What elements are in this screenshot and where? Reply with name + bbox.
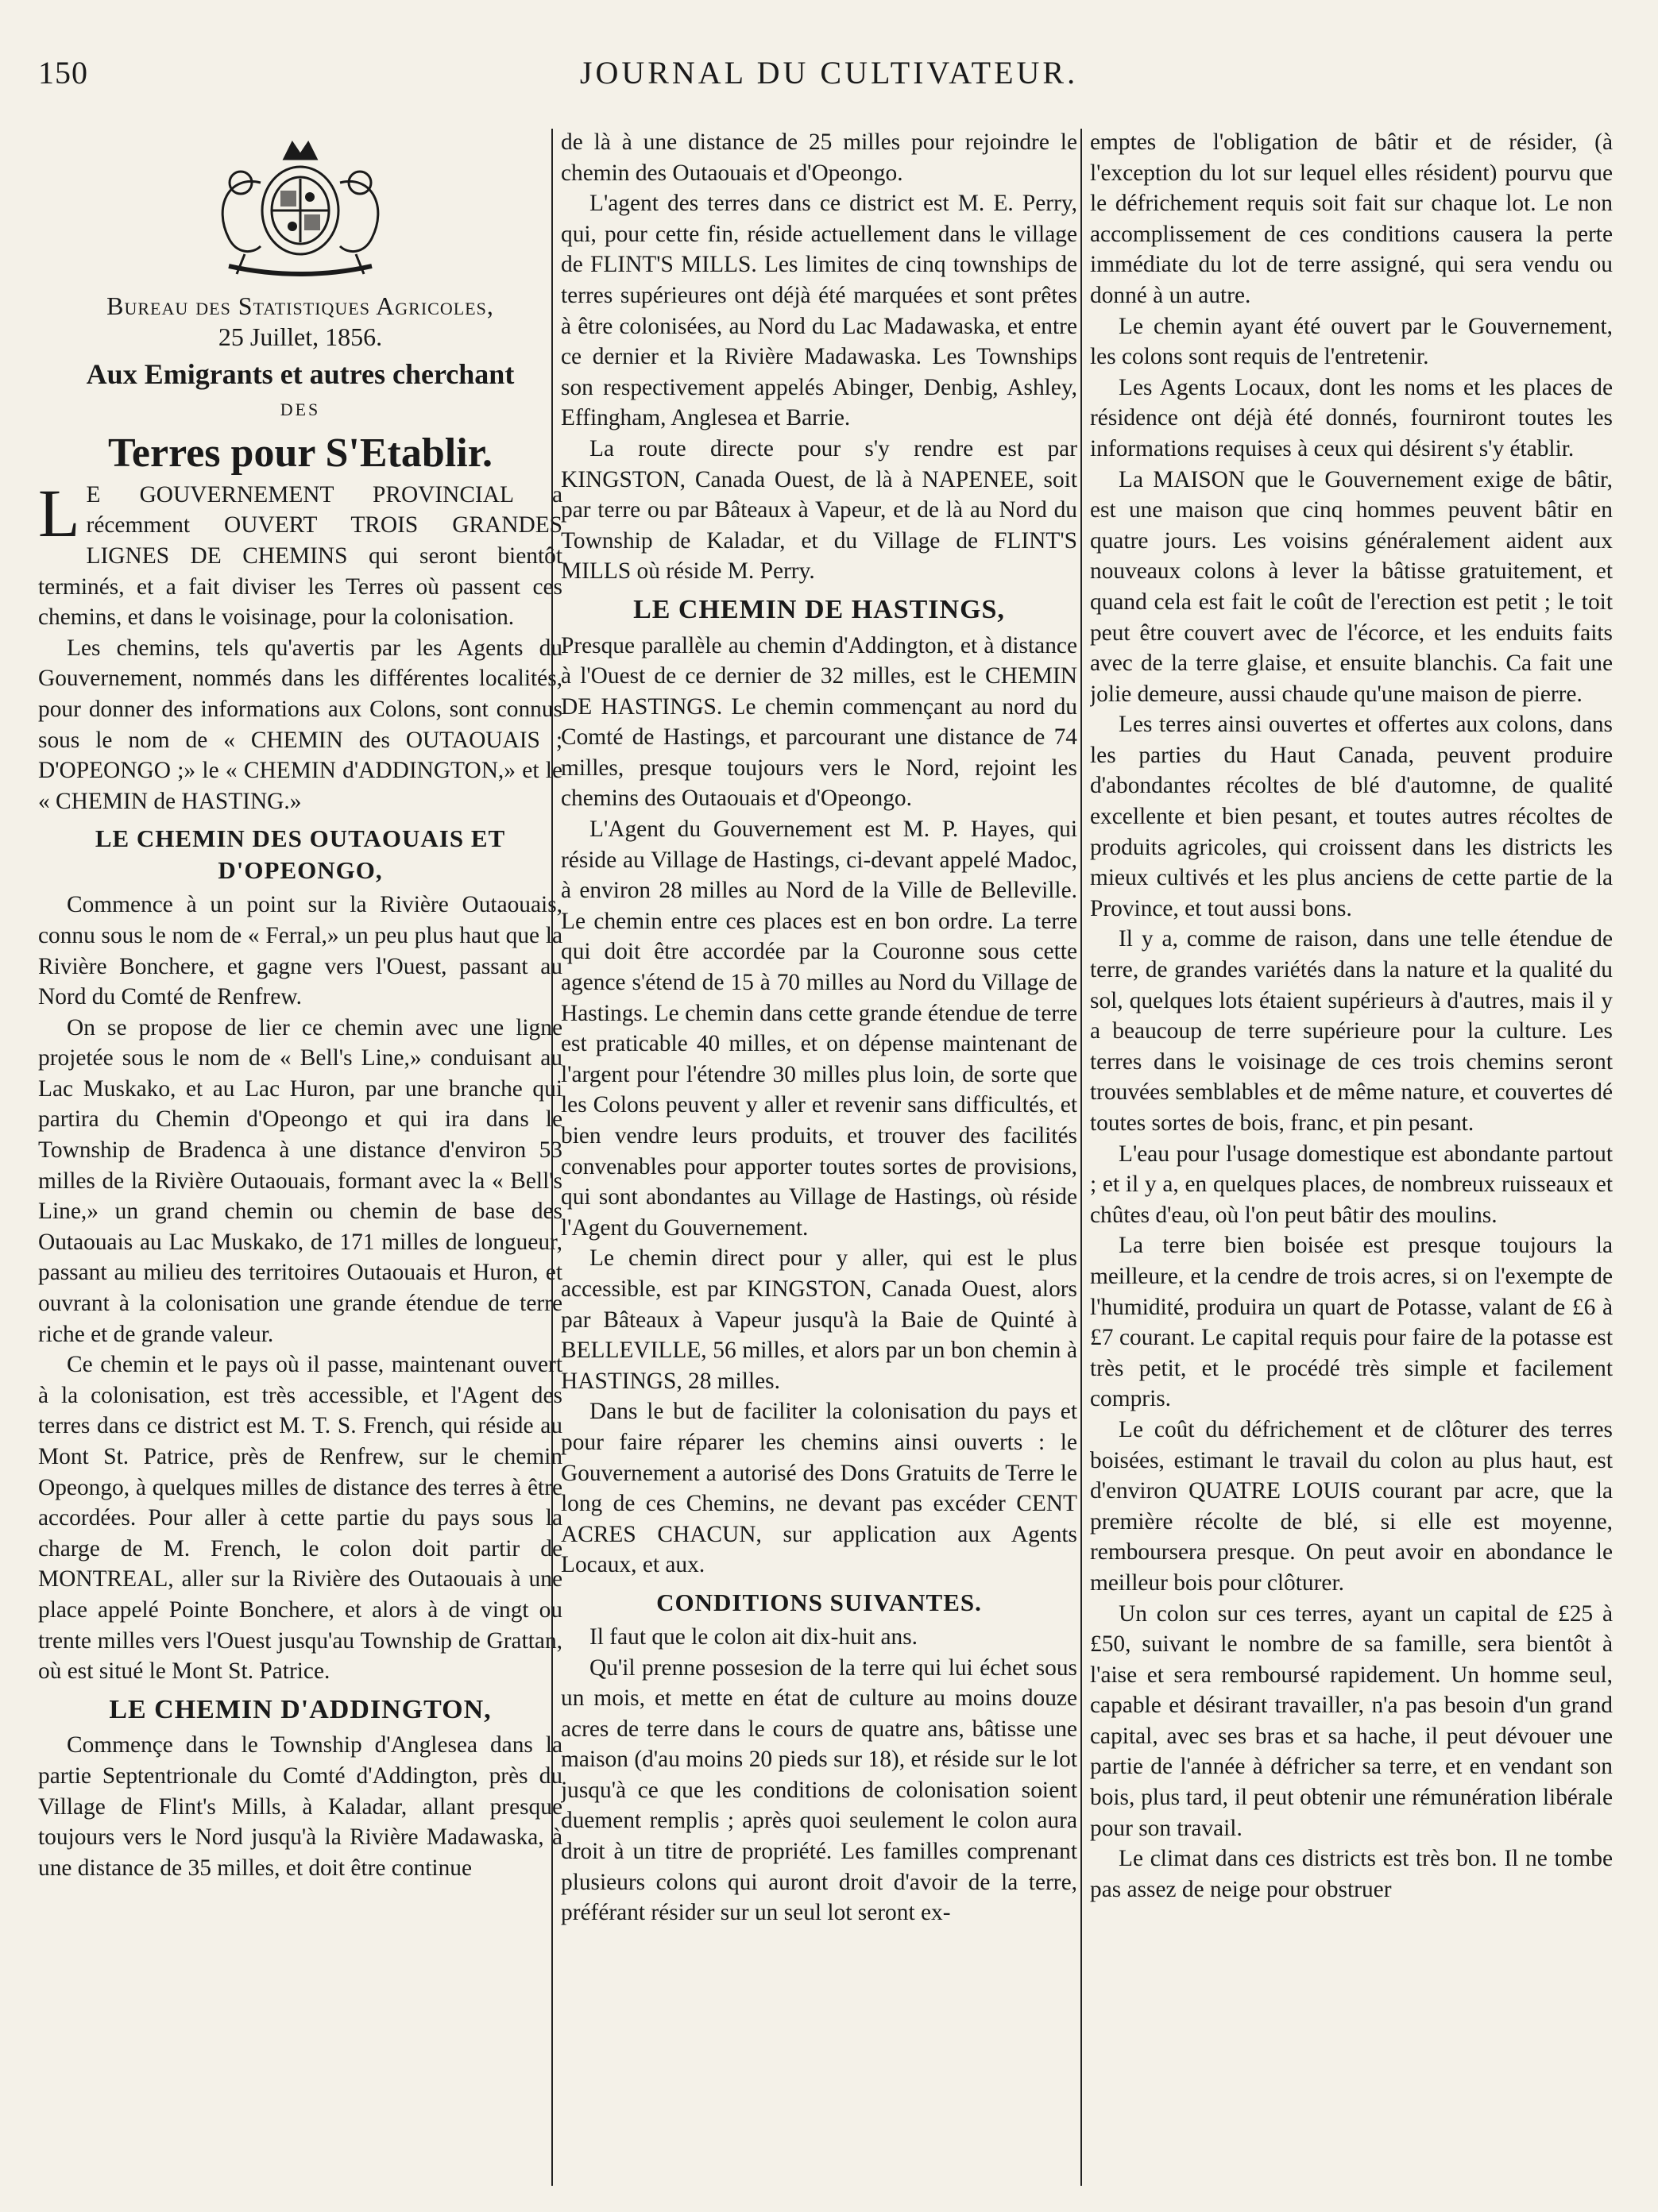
paragraph: Presque parallèle au chemin d'Addington, et à distance à l'Ouest de ce dernier de 32 milles, est le CHEMIN DE HASTINGS. Le chemin commençant au nord du Comté de Hastings, et parcourant une distance de 74 milles, presque toujours vers le Nord, rejoint les chemins des Outaouais et d'Opeongo. bbox=[561, 632, 1077, 812]
paragraph: Le coût du défrichement et de clôturer des terres boisées, estimant le travail du colon au plus haut, est d'environ QUATRE LOUIS courant par acre, que la première récolte de blé, si elle est moyenne, remboursera presque. On peut avoir en abondance le meilleur bois pour clôturer. bbox=[1090, 1416, 1613, 1596]
paragraph: Le climat dans ces districts est très bon. Il ne tombe pas assez de neige pour obstruer bbox=[1090, 1846, 1613, 1902]
paragraph: La terre bien boisée est presque toujours la meilleure, et la cendre de trois acres, si on l'exempte de l'humidité, produira un quart de Potasse, valant de £6 à £7 courant. Le capital requis pour faire de la potasse est très petit, et le procédé très simple et facilement compris. bbox=[1090, 1233, 1613, 1412]
paragraph: Il y a, comme de raison, dans une telle étendue de terre, de grandes variétés dans la nature et la qualité du sol, quelques lots étaient supérieurs à d'autres, mais il y a beaucoup de terre supérieure pour la culture. Les terres dans le voisinage de ces trois chemins seront trouvées semblables et de même nature, et couvertes dé toutes sortes de bois, franc, et pin pesant. bbox=[1090, 926, 1613, 1136]
column-rule bbox=[1080, 129, 1082, 2186]
page-header bbox=[38, 54, 1620, 102]
column-1 bbox=[38, 127, 562, 2176]
paragraph: Un colon sur ces terres, ayant un capital de £25 à £50, suivant le nombre de sa famille, sera bientôt à l'aise et sera remboursé rapidement. Un homme seul, capable et désirant travailler, n'a pas besoin d'un grand capital, avec ses bras et sa hache, il peut dévouer une partie de l'année à défricher sa terre, et en vendant son bois, plus tard, il peut obtenir une rémunération libérale pour son travail. bbox=[1090, 1600, 1613, 1841]
paragraph: L'agent des terres dans ce district est M. E. Perry, qui, pour cette fin, réside actuellement dans le village de FLINT'S MILLS. Les limites de cinq townships de terres supérieures ont déjà été marquées et sont prêtes à être colonisées, au Nord du Lac Madawaska, et entre ce dernier et la Rivière Madawaska. Les Townships son respectivement appelés Abinger, Denbig, Ashley, Effingham, Anglesea et Barrie. bbox=[561, 191, 1077, 431]
paragraph: Le chemin ayant été ouvert par le Gouvernement, les colons sont requis de l'entretenir. bbox=[1090, 313, 1613, 370]
royal-coat-of-arms-icon bbox=[181, 127, 419, 286]
drop-cap: L bbox=[38, 474, 80, 551]
section-heading: LE CHEMIN D'ADDINGTON, bbox=[109, 1694, 492, 1724]
paragraph: Dans le but de faciliter la colonisation du pays et pour faire réparer les chemins ainsi ouverts : le Gouvernement a autorisé des Dons Gratuits de Terre le long de ces Chemins, ne devant pas excéder CENT ACRES CHACUN, sur application aux Agents Locaux, et aux. bbox=[561, 1399, 1077, 1578]
date-line: 25 Juillet, 1856. bbox=[218, 322, 383, 351]
paragraph: La route directe pour s'y rendre est par KINGSTON, Canada Ouest, de là à NAPENEE, soit par terre ou par Bâteaux à Vapeur, et de là au Nord du Township de Kaladar, et du Village de FLINT'S MILLS où réside M. Perry. bbox=[561, 435, 1077, 585]
paragraph: Les terres ainsi ouvertes et offertes aux colons, dans les parties du Haut Canada, peuvent produire d'abondantes récoltes de blé d'automne, de qualité excellente et bien pesant, et toutes autres récoltes de produits agricoles, qui croissent dans les districts les mieux cultivés et les plus anciens de cette partie de la Province, et tout aussi bons. bbox=[1090, 712, 1613, 921]
section-heading: LE CHEMIN DES OUTAOUAIS ET D'OPEONGO, bbox=[95, 824, 506, 885]
headline-des: DES bbox=[280, 400, 321, 420]
headline-terres: Terres pour S'Etablir. bbox=[108, 430, 493, 476]
paragraph: Commençe dans le Township d'Anglesea dans la partie Septentrionale du Comté d'Addington, près du Village de Flint's Mills, à Kaladar, allant presque toujours vers le Nord jusqu'à la Rivière Madawaska, à une distance de 35 milles, et doit être continue bbox=[38, 1732, 562, 1881]
paragraph: On se propose de lier ce chemin avec une ligne projetée sous le nom de « Bell's Line,» conduisant au Lac Muskako, et au Lac Huron, par une branche qui partira du Chemin d'Opeongo et qui ira dans le Township de Bradenca à une distance d'environ 53 milles de la Rivière Outaouais, formant avec la « Bell's Line,» un grand chemin ou chemin de base des Outaouais au Lac Muskako, de 171 milles de longueur, passant au milieu des territoires Outaouais et Huron, et ouvrant à la colonisation une grande étendue de terre riche et de grande valeur. bbox=[38, 1014, 562, 1347]
column-3 bbox=[1090, 127, 1613, 2176]
paragraph: Ce chemin et le pays où il passe, maintenant ouvert à la colonisation, est très accessible, et l'Agent des terres dans ce district est M. T. S. French, qui réside au Mont St. Patrice, près de Renfrew, sur le chemin Opeongo, à quelques milles de distance des terres à être accordées. Pour aller à cette partie du pays sous la charge de M. French, le colon doit partir de MONTREAL, aller sur la Rivière des Outaouais à une place appelé Pointe Bonchere, et alors à de vingt ou trente milles vers l'Ouest jusqu'au Township de Grattan, où est situé le Mont St. Patrice. bbox=[38, 1352, 562, 1685]
paragraph: L'Agent du Gouvernement est M. P. Hayes, qui réside au Village de Hastings, ci-devant appelé Madoc, à environ 28 milles au Nord de la Ville de Belleville. Le chemin entre ces places est en bon ordre. La terre qui doit être accordée par la Couronne sous cette agence s'étend de 15 à 70 milles au Nord du Village de Hastings. Le chemin dans cette grande étendue de terre est praticable 40 milles, et on dépense maintenant de l'argent pour l'étendre 30 milles plus loin, de sorte que les Colons peuvent y aller et revenir sans difficultés, et bien vendre leurs produits, et trouver des facilités convenables pour apporter toutes sortes de provisions, qui sont abondantes au Village de Hastings, où réside l'Agent du Gouvernement. bbox=[561, 816, 1077, 1241]
section-heading: CONDITIONS SUIVANTES. bbox=[656, 1588, 982, 1616]
paragraph: emptes de l'obligation de bâtir et de résider, (à l'exception du lot sur lequel elles résident) pourvu que le défrichement requis soit fait sur chaque lot. Le non accomplissement de ces conditions causera la perte immédiate du lot de terre assigné, qui sera vendu ou donné à un autre. bbox=[1090, 129, 1613, 308]
journal-title: JOURNAL DU CULTIVATEUR. bbox=[579, 55, 1079, 91]
paragraph: Qu'il prenne possesion de la terre qui lui échet sous un mois, et mette en état de culture au moins douze acres de terre dans le cours de quatre ans, bâtisse une maison (d'au moins 20 pieds sur 18), et réside sur le lot jusqu'à ce que les conditions de colonisation soient duement remplis ; après quoi seulement le colon aura droit à un titre de propriété. Les familles comprenant plusieurs colons qui auront droit d'avoir de la terre, préférant résider sur un seul lot seront ex- bbox=[561, 1654, 1077, 1926]
paragraph: Les chemins, tels qu'avertis par les Agents du Gouvernement, nommés dans les différentes localités, pour donner des informations aux Colons, sont connus sous le nom de « CHEMIN des OUTAOUAIS ; D'OPEONGO ;» le « CHEMIN d'ADDINGTON,» et le « CHEMIN de HASTING.» bbox=[38, 635, 562, 814]
paragraph: Le chemin direct pour y aller, qui est le plus accessible, est par KINGSTON, Canada Ouest, alors par Bâteaux à Vapeur jusqu'à la Baie de Quinté à BELLEVILLE, 56 milles, et alors par un bon chemin à HASTINGS, 28 milles. bbox=[561, 1245, 1077, 1394]
section-heading: LE CHEMIN DE HASTINGS, bbox=[633, 594, 1005, 624]
paragraph: La MAISON que le Gouvernement exige de bâtir, est une maison que cinq hommes peuvent bâtir en quatre jours. Les voisins généralement aident aux nouveaux colons à lever la bâtisse gratuitement, et quand cela est fait le coût de l'erection est petit ; le toit peut être couvert avec de l'écorce, et les enduits faits avec de la terre glaise, et ensuite blanchis. Ca fait une jolie demeure, aussi chaude qu'une maison de pierre. bbox=[1090, 466, 1613, 707]
paragraph: L'eau pour l'usage domestique est abondante partout ; et il y a, en quelques places, de nombreux ruisseaux et chûtes d'eau, où l'on peut bâtir des moulins. bbox=[1090, 1141, 1613, 1228]
paragraph: Il faut que le colon ait dix-huit ans. bbox=[589, 1623, 918, 1650]
column-2 bbox=[561, 127, 1077, 2176]
paragraph bbox=[38, 474, 562, 633]
bureau-line: Bureau des Statistiques Agricoles, bbox=[106, 291, 494, 320]
paragraph: de là à une distance de 25 milles pour rejoindre le chemin des Outaouais et d'Opeongo. bbox=[561, 129, 1077, 186]
paragraph: Commence à un point sur la Rivière Outaouais, connu sous le nom de « Ferral,» un peu plus haut que la Rivière Bonchere, et gagne vers l'Ouest, passant au Nord du Comté de Renfrew. bbox=[38, 892, 562, 1010]
paragraph-text: E GOUVERNEMENT PROVINCIAL a récemment OUVERT TROIS GRANDES LIGNES DE CHEMINS qui seront bientôt terminés, et a fait diviser les Terres où passent ces chemins, et dans le voisinage, pour la colonisation. bbox=[38, 481, 562, 631]
paragraph: Les Agents Locaux, dont les noms et les places de résidence ont déjà été donnés, fourniront toutes les informations requises à ceux qui désirent s'y établir. bbox=[1090, 374, 1613, 461]
headline-emigrants: Aux Emigrants et autres cherchant bbox=[86, 358, 515, 391]
page-number: 150 bbox=[38, 55, 88, 91]
